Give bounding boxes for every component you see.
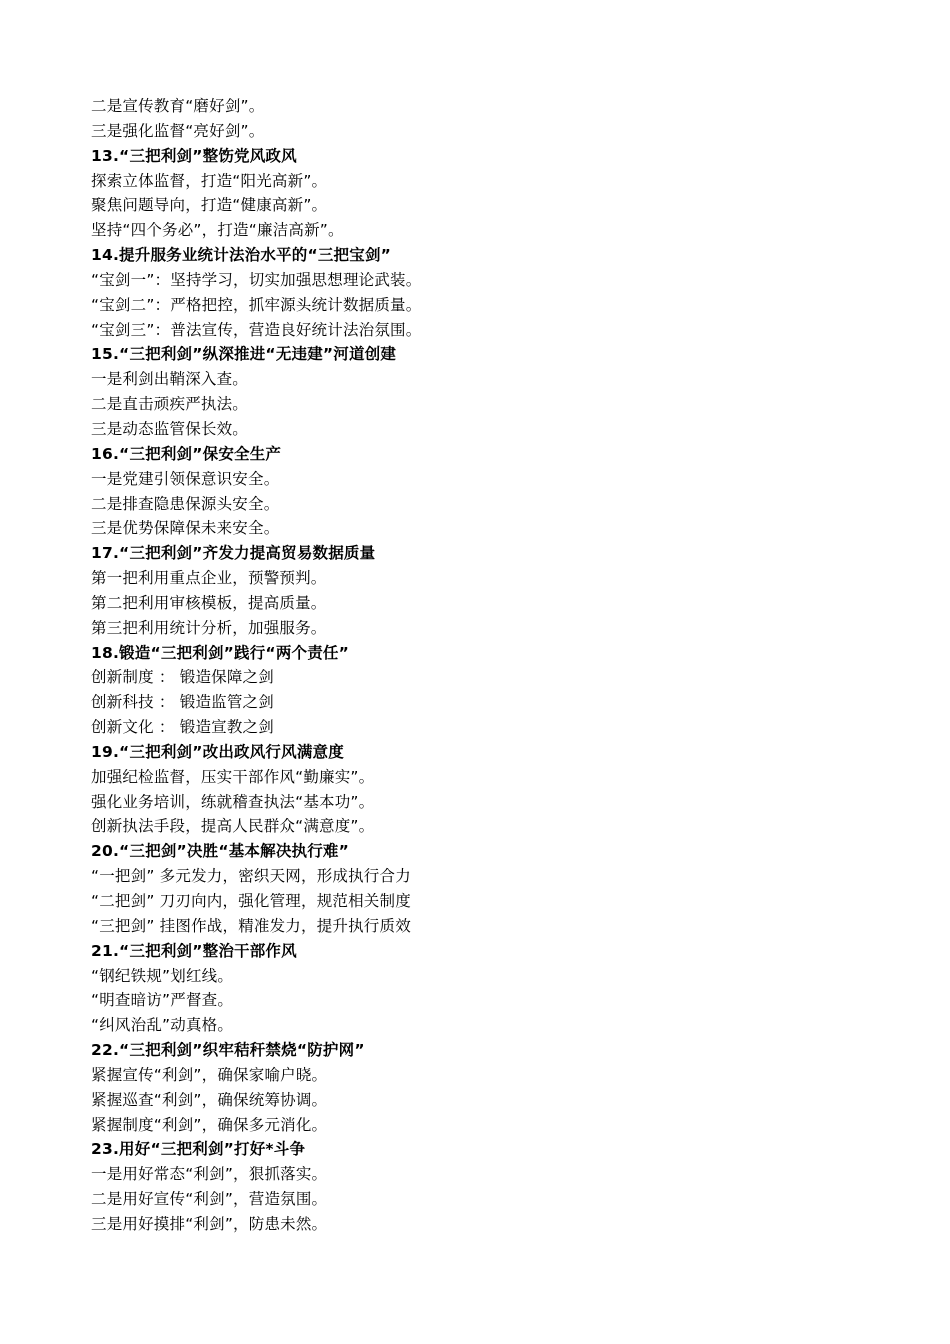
text-line: 一是党建引领保意识安全。 [91,469,280,488]
section-heading: 18.锻造“三把利剑”践行“两个责任” [91,643,350,662]
text-line: 第二把利用审核模板，提高质量。 [91,593,327,612]
text-line: 三是优势保障保未来安全。 [91,519,280,538]
section-heading: 19.“三把利剑”改出政风行风满意度 [91,742,344,761]
text-line: 二是用好宣传“利剑”，营造氛围。 [91,1190,328,1209]
text-line: 二是直击顽疾严执法。 [91,395,249,414]
text-line: 紧握巡查“利剑”，确保统筹协调。 [91,1090,328,1109]
text-line: “宝剑三”：普法宣传，营造良好统计法治氛围。 [91,320,422,339]
text-line: “纠风治乱”动真格。 [91,1016,234,1035]
section-heading: 15.“三把利剑”纵深推进“无违建”河道创建 [91,345,397,364]
text-line: 三是用好摸排“利剑”，防患未然。 [91,1214,328,1233]
text-line: “二把剑” 刀刃向内，强化管理，规范相关制度 [91,892,411,910]
section-heading: 22.“三把利剑”织牢秸秆禁烧“防护网” [91,1041,365,1060]
section-heading: 16.“三把利剑”保安全生产 [91,444,282,463]
text-line: 二是排查隐患保源头安全。 [91,494,280,513]
text-line: “明查暗访”严督查。 [91,991,234,1010]
text-line: 创新科技 ： 锻造监管之剑 [91,693,274,712]
document-body [91,94,911,1237]
section-heading: 14.提升服务业统计法治水平的“三把宝剑” [91,246,392,265]
text-line: 紧握制度“利剑”，确保多元消化。 [91,1115,328,1134]
text-line: 三是动态监管保长效。 [91,419,249,438]
text-line: “宝剑一”：坚持学习，切实加强思想理论武装。 [91,270,422,289]
section-heading: 21.“三把利剑”整治干部作风 [91,941,297,960]
section-heading: 17.“三把利剑”齐发力提高贸易数据质量 [91,544,376,563]
section-heading: 20.“三把剑”决胜“基本解决执行难” [91,842,350,861]
text-line: 一是用好常态“利剑”，狠抓落实。 [91,1165,328,1184]
section-heading: 13.“三把利剑”整饬党风政风 [91,146,297,165]
text-line: 聚焦问题导向，打造“健康高新”。 [91,196,328,215]
text-line: 二是宣传教育“磨好剑”。 [91,97,265,115]
text-line: 第一把利用重点企业，预警预判。 [91,569,327,588]
text-line: 创新制度 ： 锻造保障之剑 [91,668,274,687]
text-line: 创新文化 ： 锻造宣教之剑 [91,718,274,737]
section-heading: 23.用好“三把利剑”打好*斗争 [91,1140,306,1159]
text-line: 探索立体监督，打造“阳光高新”。 [91,171,328,190]
text-line: “宝剑二”：严格把控，抓牢源头统计数据质量。 [91,295,422,314]
text-line: 坚持“四个务必”，打造“廉洁高新”。 [91,221,344,240]
text-line: 加强纪检监督，压实干部作风“勤廉实”。 [91,767,375,786]
text-line: 强化业务培训，练就稽查执法“基本功”。 [91,792,375,811]
text-line: 三是强化监督“亮好剑”。 [91,121,265,140]
text-line: 一是利剑出鞘深入查。 [91,370,249,389]
text-line: 第三把利用统计分析，加强服务。 [91,618,327,637]
text-line: “一把剑” 多元发力，密织天网，形成执行合力 [91,867,411,886]
text-line: “三把剑” 挂图作战，精准发力，提升执行质效 [91,916,411,935]
text-line: 创新执法手段，提高人民群众“满意度”。 [91,817,375,836]
text-line: 紧握宣传“利剑”，确保家喻户晓。 [91,1065,328,1084]
text-line: “钢纪铁规”划红线。 [91,966,234,985]
